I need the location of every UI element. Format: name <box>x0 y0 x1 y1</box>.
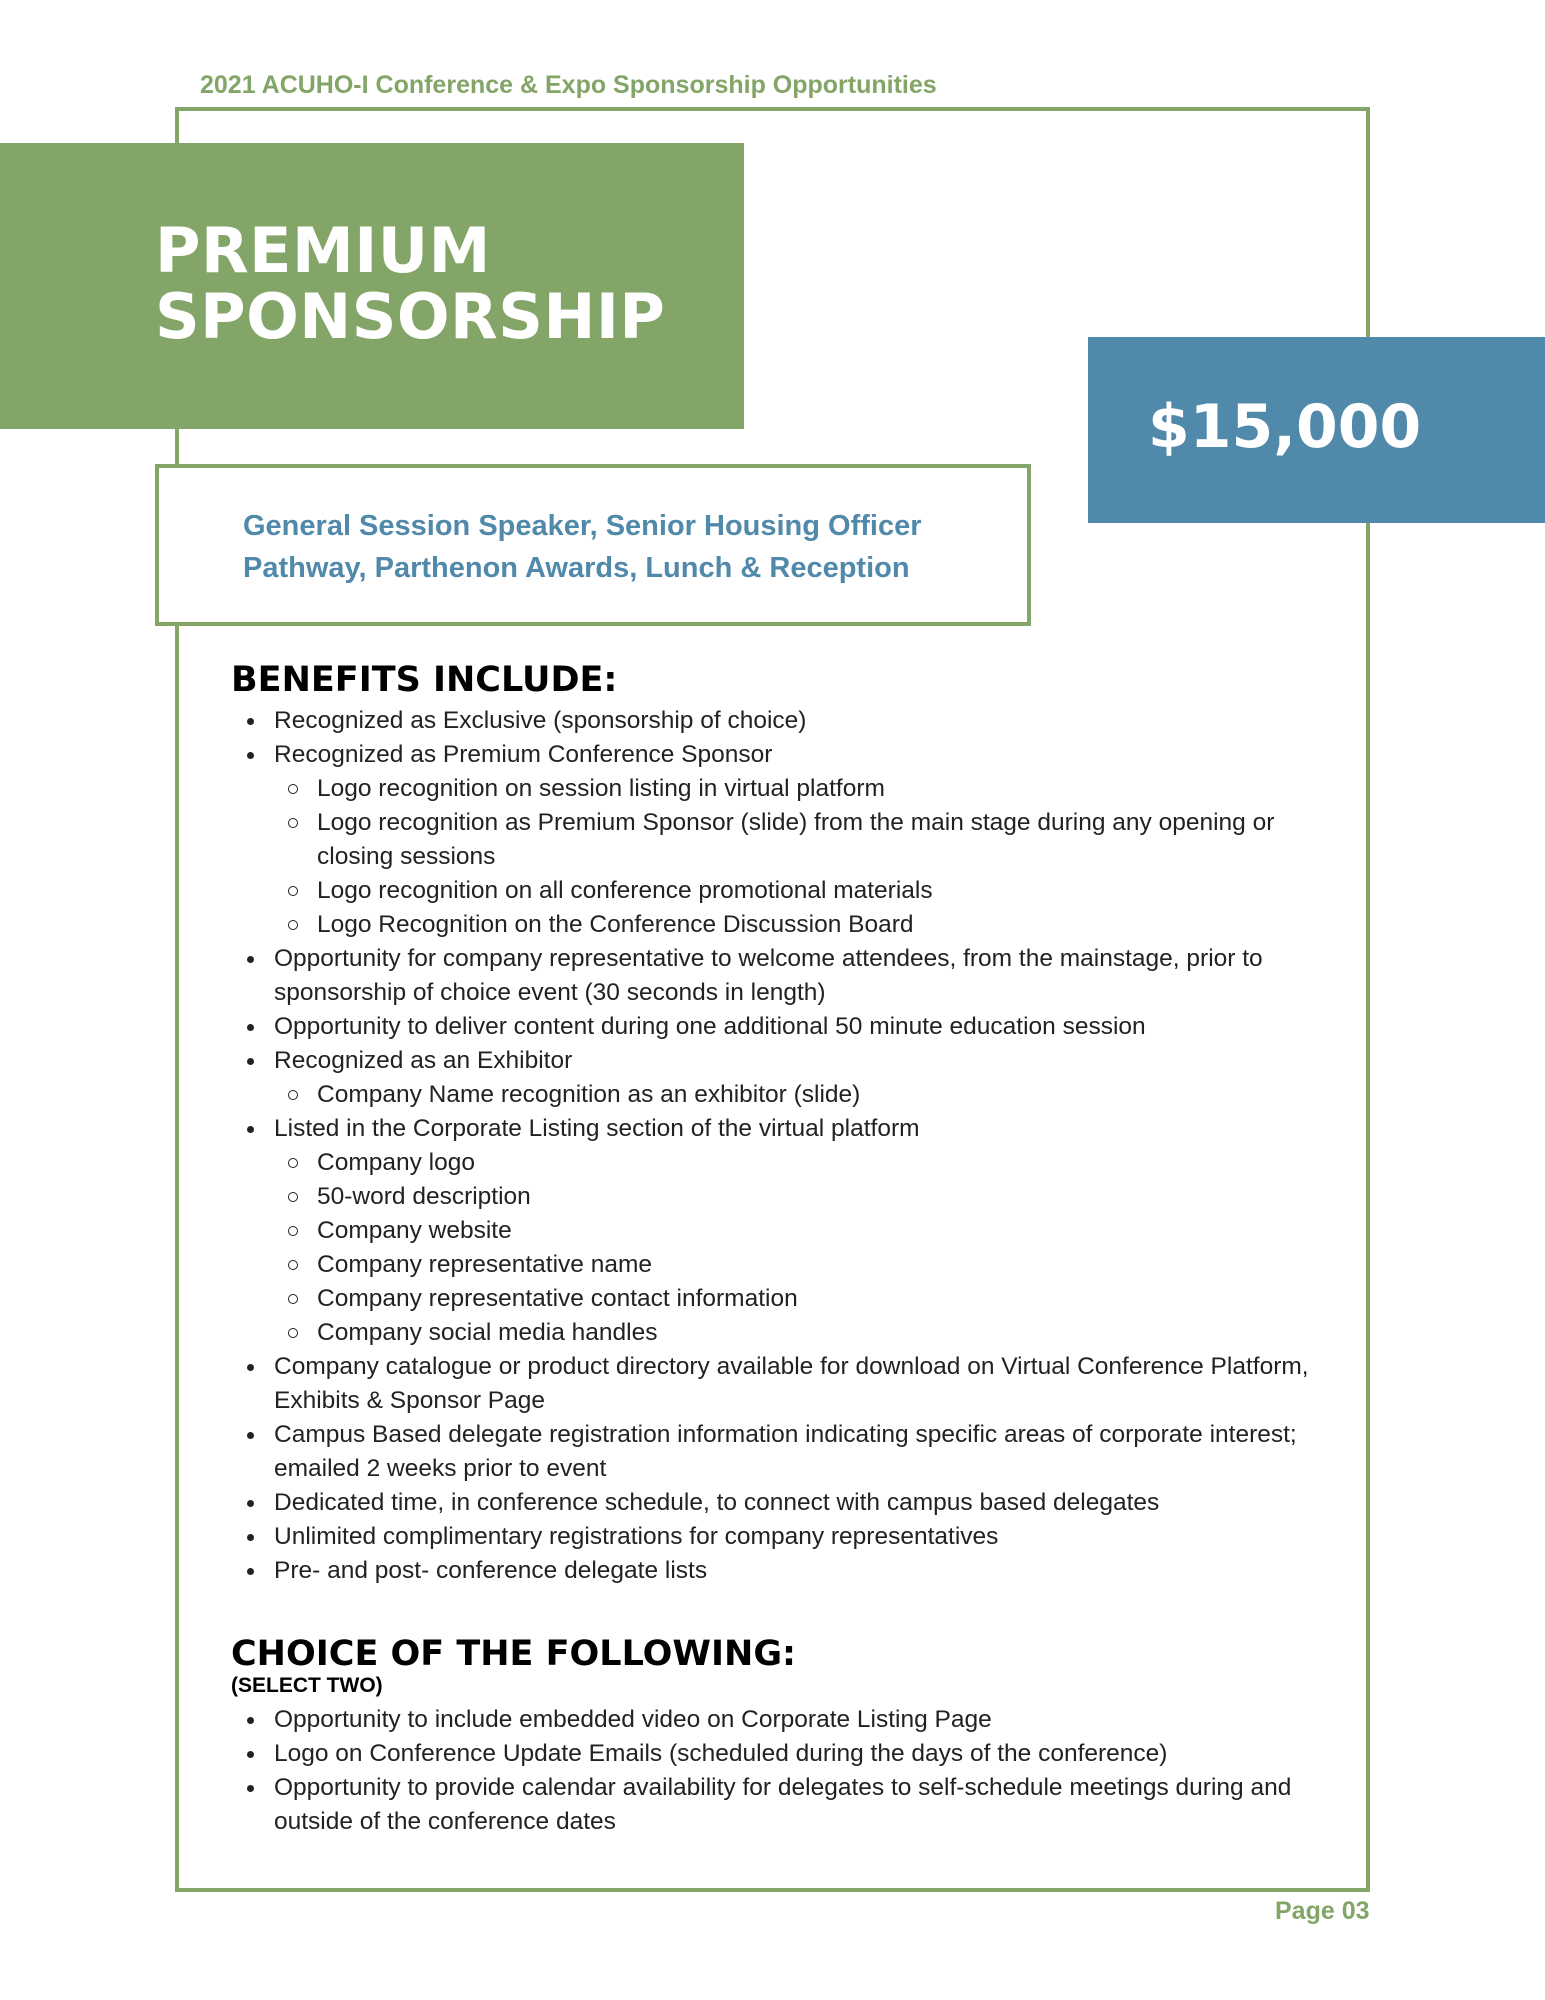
list-item: Recognized as Premium Conference Sponsor <box>231 738 1321 772</box>
list-item: Pre- and post- conference delegate lists <box>231 1554 1321 1588</box>
list-item: Campus Based delegate registration information indicating specific areas of corporate interest; emailed 2 weeks prior to event <box>231 1418 1321 1486</box>
sub-list-item: Company Name recognition as an exhibitor (slide) <box>231 1078 1321 1112</box>
benefits-list <box>231 704 1321 1588</box>
sub-list-item: Logo recognition as Premium Sponsor (slide) from the main stage during any opening or closing sessions <box>231 806 1321 874</box>
page-title <box>155 214 666 353</box>
sub-list-item: Company social media handles <box>231 1316 1321 1350</box>
choices-heading: CHOICE OF THE FOLLOWING: <box>231 1634 797 1674</box>
title-banner <box>0 143 744 429</box>
list-item: Opportunity for company representative to welcome attendees, from the mainstage, prior to sponsorship of choice event (30 seconds in length) <box>231 942 1321 1010</box>
sub-list-item: Logo recognition on all conference promotional materials <box>231 874 1321 908</box>
sub-list-item: 50-word description <box>231 1180 1321 1214</box>
choices-list <box>231 1703 1321 1839</box>
sub-list-item: Company logo <box>231 1146 1321 1180</box>
list-item: Opportunity to deliver content during one additional 50 minute education session <box>231 1010 1321 1044</box>
page-title-line-2: SPONSORSHIP <box>155 280 666 353</box>
price-value: $15,000 <box>1148 392 1422 462</box>
sub-list-item: Company website <box>231 1214 1321 1248</box>
sub-list-item: Logo recognition on session listing in virtual platform <box>231 772 1321 806</box>
list-item: Listed in the Corporate Listing section of the virtual platform <box>231 1112 1321 1146</box>
sub-list-item: Logo Recognition on the Conference Discussion Board <box>231 908 1321 942</box>
sub-list-item: Company representative name <box>231 1248 1321 1282</box>
subtitle-text <box>243 505 1003 589</box>
document-header-title: 2021 ACUHO-I Conference & Expo Sponsorship Opportunities <box>200 71 937 99</box>
list-item: Dedicated time, in conference schedule, to connect with campus based delegates <box>231 1486 1321 1520</box>
subtitle-line-2: Pathway, Parthenon Awards, Lunch & Reception <box>243 552 910 584</box>
benefits-heading: BENEFITS INCLUDE: <box>231 660 618 700</box>
list-item: Recognized as Exclusive (sponsorship of choice) <box>231 704 1321 738</box>
price-banner <box>1088 337 1545 523</box>
choices-subheading: (SELECT TWO) <box>231 1674 383 1697</box>
list-item: Unlimited complimentary registrations for company representatives <box>231 1520 1321 1554</box>
list-item: Opportunity to provide calendar availability for delegates to self-schedule meetings during and outside of the conference dates <box>231 1771 1321 1839</box>
list-item: Company catalogue or product directory available for download on Virtual Conference Platform, Exhibits & Sponsor Page <box>231 1350 1321 1418</box>
page-title-line-1: PREMIUM <box>155 214 491 287</box>
subtitle-box <box>155 464 1031 626</box>
list-item: Opportunity to include embedded video on Corporate Listing Page <box>231 1703 1321 1737</box>
list-item: Recognized as an Exhibitor <box>231 1044 1321 1078</box>
page-number: Page 03 <box>1275 1897 1370 1925</box>
sub-list-item: Company representative contact information <box>231 1282 1321 1316</box>
subtitle-line-1: General Session Speaker, Senior Housing Officer <box>243 510 922 542</box>
list-item: Logo on Conference Update Emails (scheduled during the days of the conference) <box>231 1737 1321 1771</box>
